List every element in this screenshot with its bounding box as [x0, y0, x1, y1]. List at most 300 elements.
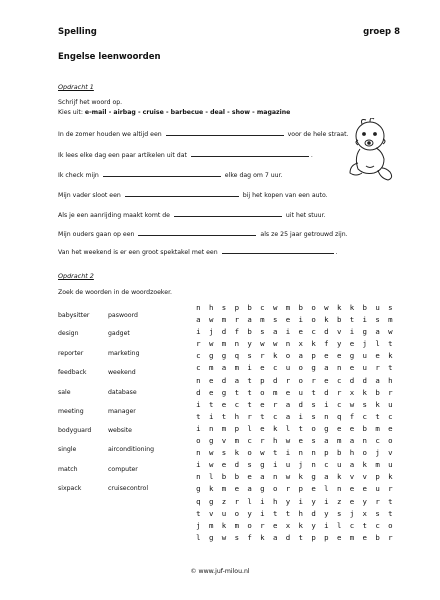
- grid-letter[interactable]: e: [260, 423, 265, 433]
- grid-letter[interactable]: k: [260, 532, 265, 542]
- grid-letter[interactable]: y: [311, 496, 316, 506]
- grid-letter[interactable]: x: [362, 508, 367, 518]
- grid-letter[interactable]: v: [362, 472, 367, 482]
- grid-letter[interactable]: r: [285, 484, 291, 494]
- grid-letter[interactable]: m: [272, 387, 278, 397]
- grid-letter[interactable]: d: [324, 327, 329, 337]
- grid-letter[interactable]: t: [247, 375, 252, 385]
- grid-letter[interactable]: k: [375, 399, 380, 409]
- grid-letter[interactable]: a: [298, 351, 303, 361]
- grid-letter[interactable]: c: [311, 327, 316, 337]
- grid-letter[interactable]: y: [311, 520, 316, 530]
- grid-letter[interactable]: e: [272, 520, 278, 530]
- grid-letter[interactable]: b: [247, 303, 252, 312]
- grid-letter[interactable]: t: [388, 496, 393, 506]
- grid-letter[interactable]: i: [324, 520, 329, 530]
- grid-letter[interactable]: a: [272, 327, 278, 337]
- grid-letter[interactable]: n: [311, 460, 316, 470]
- grid-letter[interactable]: w: [208, 315, 214, 325]
- grid-letter[interactable]: n: [285, 339, 291, 349]
- grid-letter[interactable]: a: [247, 484, 252, 494]
- grid-letter[interactable]: e: [324, 351, 329, 361]
- grid-letter[interactable]: a: [349, 436, 355, 446]
- grid-letter[interactable]: y: [285, 496, 291, 506]
- grid-letter[interactable]: p: [311, 351, 316, 361]
- grid-letter[interactable]: a: [324, 472, 329, 482]
- grid-letter[interactable]: g: [221, 387, 227, 397]
- grid-letter[interactable]: q: [336, 411, 342, 421]
- grid-letter[interactable]: m: [349, 532, 355, 542]
- grid-letter[interactable]: c: [196, 363, 201, 373]
- grid-letter[interactable]: y: [324, 508, 329, 518]
- grid-letter[interactable]: o: [234, 508, 240, 518]
- grid-letter[interactable]: e: [298, 327, 303, 337]
- grid-letter[interactable]: m: [336, 436, 342, 446]
- grid-letter[interactable]: e: [221, 460, 227, 470]
- grid-letter[interactable]: k: [298, 472, 303, 482]
- grid-letter[interactable]: e: [349, 339, 355, 349]
- grid-letter[interactable]: l: [285, 423, 291, 433]
- grid-letter[interactable]: s: [388, 303, 393, 312]
- grid-letter[interactable]: o: [298, 363, 303, 373]
- grid-letter[interactable]: e: [298, 436, 303, 446]
- grid-letter[interactable]: o: [272, 484, 278, 494]
- grid-letter[interactable]: t: [388, 508, 393, 518]
- grid-letter[interactable]: m: [375, 423, 380, 433]
- grid-letter[interactable]: t: [285, 508, 291, 518]
- grid-letter[interactable]: i: [247, 363, 252, 373]
- grid-letter[interactable]: s: [311, 436, 316, 446]
- grid-letter[interactable]: x: [285, 520, 291, 530]
- grid-letter[interactable]: w: [285, 472, 291, 482]
- grid-letter[interactable]: i: [196, 327, 201, 337]
- grid-letter[interactable]: n: [324, 411, 329, 421]
- grid-letter[interactable]: d: [324, 387, 329, 397]
- grid-letter[interactable]: e: [285, 387, 291, 397]
- grid-letter[interactable]: m: [375, 460, 380, 470]
- grid-letter[interactable]: y: [247, 339, 252, 349]
- grid-letter[interactable]: t: [362, 520, 367, 530]
- answer-blank[interactable]: [174, 210, 282, 217]
- grid-letter[interactable]: a: [375, 375, 380, 385]
- grid-letter[interactable]: g: [260, 460, 265, 470]
- grid-letter[interactable]: t: [272, 448, 278, 458]
- grid-letter[interactable]: k: [272, 351, 278, 361]
- grid-letter[interactable]: k: [349, 303, 355, 312]
- grid-letter[interactable]: p: [234, 303, 240, 312]
- grid-letter[interactable]: x: [298, 339, 303, 349]
- grid-letter[interactable]: t: [247, 387, 252, 397]
- grid-letter[interactable]: d: [349, 375, 355, 385]
- grid-letter[interactable]: e: [362, 532, 367, 542]
- grid-letter[interactable]: o: [285, 351, 291, 361]
- grid-letter[interactable]: u: [336, 460, 342, 470]
- grid-letter[interactable]: r: [311, 375, 316, 385]
- grid-letter[interactable]: w: [208, 339, 214, 349]
- grid-letter[interactable]: e: [221, 399, 227, 409]
- grid-letter[interactable]: h: [349, 448, 355, 458]
- grid-letter[interactable]: g: [311, 472, 316, 482]
- grid-letter[interactable]: n: [362, 436, 367, 446]
- grid-letter[interactable]: s: [260, 327, 265, 337]
- grid-letter[interactable]: b: [336, 315, 342, 325]
- grid-letter[interactable]: w: [260, 339, 265, 349]
- grid-letter[interactable]: j: [375, 448, 380, 458]
- grid-letter[interactable]: t: [234, 387, 240, 397]
- grid-letter[interactable]: c: [336, 399, 342, 409]
- grid-letter[interactable]: s: [311, 411, 316, 421]
- grid-letter[interactable]: h: [272, 436, 278, 446]
- grid-letter[interactable]: i: [324, 399, 329, 409]
- grid-letter[interactable]: w: [285, 436, 291, 446]
- grid-letter[interactable]: k: [388, 472, 393, 482]
- grid-letter[interactable]: n: [196, 472, 201, 482]
- grid-letter[interactable]: c: [196, 351, 201, 361]
- grid-letter[interactable]: g: [196, 484, 201, 494]
- grid-letter[interactable]: g: [221, 351, 227, 361]
- grid-letter[interactable]: e: [260, 363, 265, 373]
- grid-letter[interactable]: b: [375, 532, 380, 542]
- grid-letter[interactable]: m: [208, 363, 214, 373]
- grid-letter[interactable]: e: [324, 375, 329, 385]
- grid-letter[interactable]: i: [298, 496, 303, 506]
- grid-letter[interactable]: r: [285, 375, 291, 385]
- grid-letter[interactable]: o: [260, 387, 265, 397]
- grid-letter[interactable]: t: [208, 399, 214, 409]
- grid-letter[interactable]: s: [221, 448, 227, 458]
- grid-letter[interactable]: c: [272, 363, 278, 373]
- grid-letter[interactable]: o: [311, 315, 316, 325]
- grid-letter[interactable]: a: [285, 411, 291, 421]
- grid-letter[interactable]: d: [311, 508, 316, 518]
- grid-letter[interactable]: f: [349, 411, 355, 421]
- grid-letter[interactable]: h: [208, 303, 214, 312]
- grid-letter[interactable]: r: [234, 496, 240, 506]
- grid-letter[interactable]: n: [336, 484, 342, 494]
- answer-blank[interactable]: [125, 190, 239, 197]
- grid-letter[interactable]: c: [272, 411, 278, 421]
- grid-letter[interactable]: w: [260, 448, 265, 458]
- grid-letter[interactable]: r: [260, 436, 265, 446]
- grid-letter[interactable]: p: [324, 448, 329, 458]
- grid-letter[interactable]: a: [260, 472, 265, 482]
- grid-letter[interactable]: v: [349, 472, 355, 482]
- grid-letter[interactable]: g: [324, 423, 329, 433]
- grid-letter[interactable]: o: [196, 436, 201, 446]
- grid-letter[interactable]: p: [311, 532, 316, 542]
- grid-letter[interactable]: h: [234, 411, 240, 421]
- grid-letter[interactable]: o: [388, 436, 393, 446]
- grid-letter[interactable]: c: [260, 303, 265, 312]
- grid-letter[interactable]: a: [196, 315, 201, 325]
- grid-letter[interactable]: z: [336, 496, 342, 506]
- grid-letter[interactable]: e: [349, 496, 355, 506]
- grid-letter[interactable]: o: [298, 375, 303, 385]
- answer-blank[interactable]: [191, 150, 309, 157]
- grid-letter[interactable]: g: [208, 436, 214, 446]
- grid-letter[interactable]: v: [221, 436, 227, 446]
- grid-letter[interactable]: k: [336, 472, 342, 482]
- grid-letter[interactable]: w: [272, 303, 278, 312]
- grid-letter[interactable]: n: [311, 448, 316, 458]
- grid-letter[interactable]: j: [208, 327, 214, 337]
- grid-letter[interactable]: e: [388, 423, 393, 433]
- grid-letter[interactable]: a: [349, 460, 355, 470]
- grid-letter[interactable]: d: [298, 399, 303, 409]
- grid-letter[interactable]: k: [208, 484, 214, 494]
- grid-letter[interactable]: b: [336, 448, 342, 458]
- grid-letter[interactable]: d: [285, 532, 291, 542]
- grid-letter[interactable]: s: [336, 508, 342, 518]
- grid-letter[interactable]: v: [388, 448, 393, 458]
- grid-letter[interactable]: k: [272, 423, 278, 433]
- grid-letter[interactable]: d: [272, 375, 278, 385]
- grid-letter[interactable]: q: [196, 496, 201, 506]
- grid-letter[interactable]: n: [196, 303, 201, 312]
- grid-letter[interactable]: y: [247, 508, 252, 518]
- grid-letter[interactable]: h: [272, 496, 278, 506]
- grid-letter[interactable]: u: [388, 399, 393, 409]
- grid-letter[interactable]: i: [260, 496, 265, 506]
- grid-letter[interactable]: e: [349, 363, 355, 373]
- grid-letter[interactable]: g: [260, 484, 265, 494]
- grid-letter[interactable]: n: [234, 339, 240, 349]
- grid-letter[interactable]: b: [375, 387, 380, 397]
- grid-letter[interactable]: l: [208, 472, 214, 482]
- grid-letter[interactable]: c: [336, 375, 342, 385]
- grid-letter[interactable]: r: [375, 363, 380, 373]
- grid-letter[interactable]: t: [375, 411, 380, 421]
- grid-letter[interactable]: m: [234, 436, 240, 446]
- grid-letter[interactable]: c: [349, 520, 355, 530]
- grid-letter[interactable]: b: [362, 303, 367, 312]
- grid-letter[interactable]: m: [234, 520, 240, 530]
- grid-letter[interactable]: e: [375, 351, 380, 361]
- grid-letter[interactable]: k: [324, 315, 329, 325]
- grid-letter[interactable]: r: [336, 387, 342, 397]
- grid-letter[interactable]: t: [221, 411, 227, 421]
- grid-letter[interactable]: o: [247, 448, 252, 458]
- grid-letter[interactable]: u: [285, 363, 291, 373]
- grid-letter[interactable]: v: [336, 327, 342, 337]
- grid-letter[interactable]: a: [375, 327, 380, 337]
- grid-letter[interactable]: e: [311, 484, 316, 494]
- grid-letter[interactable]: s: [221, 303, 227, 312]
- grid-letter[interactable]: b: [362, 423, 367, 433]
- grid-letter[interactable]: c: [375, 436, 380, 446]
- grid-letter[interactable]: l: [247, 496, 252, 506]
- grid-letter[interactable]: i: [208, 411, 214, 421]
- grid-letter[interactable]: k: [336, 303, 342, 312]
- grid-letter[interactable]: s: [375, 508, 380, 518]
- grid-letter[interactable]: o: [247, 520, 252, 530]
- grid-letter[interactable]: j: [196, 520, 201, 530]
- grid-letter[interactable]: k: [388, 351, 393, 361]
- grid-letter[interactable]: p: [234, 423, 240, 433]
- grid-letter[interactable]: d: [234, 460, 240, 470]
- grid-letter[interactable]: f: [234, 327, 240, 337]
- grid-letter[interactable]: u: [298, 387, 303, 397]
- grid-letter[interactable]: b: [221, 472, 227, 482]
- grid-letter[interactable]: c: [234, 399, 240, 409]
- grid-letter[interactable]: t: [272, 508, 278, 518]
- grid-letter[interactable]: t: [196, 411, 201, 421]
- grid-letter[interactable]: d: [196, 387, 201, 397]
- grid-letter[interactable]: p: [298, 484, 303, 494]
- grid-letter[interactable]: w: [324, 303, 329, 312]
- grid-letter[interactable]: m: [388, 315, 393, 325]
- grid-letter[interactable]: p: [375, 472, 380, 482]
- grid-letter[interactable]: j: [362, 339, 367, 349]
- grid-letter[interactable]: f: [324, 339, 329, 349]
- grid-letter[interactable]: y: [336, 339, 342, 349]
- grid-letter[interactable]: k: [311, 339, 316, 349]
- grid-letter[interactable]: e: [260, 399, 265, 409]
- grid-letter[interactable]: n: [272, 472, 278, 482]
- grid-letter[interactable]: w: [208, 460, 214, 470]
- grid-letter[interactable]: n: [196, 375, 201, 385]
- grid-letter[interactable]: i: [285, 327, 291, 337]
- grid-letter[interactable]: e: [208, 387, 214, 397]
- grid-letter[interactable]: r: [196, 339, 201, 349]
- grid-letter[interactable]: t: [247, 399, 252, 409]
- grid-letter[interactable]: w: [272, 339, 278, 349]
- grid-letter[interactable]: l: [336, 520, 342, 530]
- grid-letter[interactable]: p: [324, 532, 329, 542]
- grid-letter[interactable]: s: [272, 315, 278, 325]
- grid-letter[interactable]: m: [221, 484, 227, 494]
- grid-letter[interactable]: g: [208, 496, 214, 506]
- grid-letter[interactable]: r: [260, 520, 265, 530]
- grid-letter[interactable]: i: [196, 423, 201, 433]
- grid-letter[interactable]: n: [298, 448, 303, 458]
- grid-letter[interactable]: z: [221, 496, 227, 506]
- grid-letter[interactable]: e: [362, 484, 367, 494]
- grid-letter[interactable]: c: [375, 520, 380, 530]
- grid-letter[interactable]: s: [375, 315, 380, 325]
- grid-letter[interactable]: u: [375, 303, 380, 312]
- grid-letter[interactable]: o: [311, 303, 316, 312]
- grid-letter[interactable]: m: [260, 315, 265, 325]
- grid-letter[interactable]: k: [234, 448, 240, 458]
- grid-letter[interactable]: e: [336, 423, 342, 433]
- grid-letter[interactable]: g: [208, 351, 214, 361]
- grid-letter[interactable]: e: [336, 351, 342, 361]
- grid-letter[interactable]: d: [362, 375, 367, 385]
- grid-letter[interactable]: y: [362, 496, 367, 506]
- grid-letter[interactable]: a: [324, 436, 329, 446]
- grid-letter[interactable]: r: [388, 532, 393, 542]
- grid-letter[interactable]: w: [349, 399, 355, 409]
- grid-letter[interactable]: q: [234, 351, 240, 361]
- grid-letter[interactable]: k: [221, 520, 227, 530]
- grid-letter[interactable]: n: [196, 448, 201, 458]
- grid-letter[interactable]: m: [221, 423, 227, 433]
- grid-letter[interactable]: e: [208, 375, 214, 385]
- grid-letter[interactable]: p: [260, 375, 265, 385]
- grid-letter[interactable]: i: [349, 327, 355, 337]
- grid-letter[interactable]: i: [324, 496, 329, 506]
- grid-letter[interactable]: m: [221, 315, 227, 325]
- grid-letter[interactable]: l: [247, 423, 252, 433]
- grid-letter[interactable]: k: [298, 520, 303, 530]
- grid-letter[interactable]: w: [208, 448, 214, 458]
- grid-letter[interactable]: r: [375, 496, 380, 506]
- grid-letter[interactable]: t: [388, 339, 393, 349]
- grid-letter[interactable]: t: [311, 387, 316, 397]
- grid-letter[interactable]: r: [272, 399, 278, 409]
- grid-letter[interactable]: b: [234, 472, 240, 482]
- grid-letter[interactable]: c: [388, 411, 393, 421]
- answer-blank[interactable]: [222, 247, 334, 254]
- grid-letter[interactable]: r: [260, 351, 265, 361]
- grid-letter[interactable]: a: [324, 363, 329, 373]
- grid-letter[interactable]: t: [196, 508, 201, 518]
- grid-letter[interactable]: w: [221, 532, 227, 542]
- grid-letter[interactable]: j: [349, 508, 355, 518]
- grid-letter[interactable]: s: [247, 460, 252, 470]
- grid-letter[interactable]: s: [234, 532, 240, 542]
- grid-letter[interactable]: g: [349, 351, 355, 361]
- grid-letter[interactable]: u: [362, 351, 367, 361]
- grid-letter[interactable]: c: [362, 411, 367, 421]
- answer-blank[interactable]: [103, 170, 221, 177]
- grid-letter[interactable]: w: [388, 327, 393, 337]
- grid-letter[interactable]: e: [285, 315, 291, 325]
- answer-blank[interactable]: [138, 229, 256, 236]
- grid-letter[interactable]: a: [221, 363, 227, 373]
- grid-letter[interactable]: i: [272, 460, 278, 470]
- grid-letter[interactable]: a: [272, 532, 278, 542]
- grid-letter[interactable]: v: [208, 508, 214, 518]
- grid-letter[interactable]: e: [234, 484, 240, 494]
- grid-letter[interactable]: r: [247, 411, 252, 421]
- grid-letter[interactable]: s: [311, 399, 316, 409]
- grid-letter[interactable]: h: [298, 508, 303, 518]
- grid-letter[interactable]: c: [247, 436, 252, 446]
- grid-letter[interactable]: m: [285, 303, 291, 312]
- grid-letter[interactable]: n: [208, 423, 214, 433]
- grid-letter[interactable]: f: [247, 532, 252, 542]
- grid-letter[interactable]: d: [221, 375, 227, 385]
- grid-letter[interactable]: g: [208, 532, 214, 542]
- grid-letter[interactable]: i: [298, 315, 303, 325]
- grid-letter[interactable]: a: [285, 399, 291, 409]
- grid-letter[interactable]: r: [388, 484, 393, 494]
- grid-letter[interactable]: g: [311, 363, 316, 373]
- grid-letter[interactable]: o: [362, 448, 367, 458]
- grid-letter[interactable]: b: [298, 303, 303, 312]
- grid-letter[interactable]: b: [247, 327, 252, 337]
- grid-letter[interactable]: m: [234, 363, 240, 373]
- grid-letter[interactable]: c: [324, 460, 329, 470]
- grid-letter[interactable]: u: [221, 508, 227, 518]
- grid-letter[interactable]: u: [362, 363, 367, 373]
- grid-letter[interactable]: e: [336, 532, 342, 542]
- grid-letter[interactable]: i: [285, 448, 291, 458]
- grid-letter[interactable]: s: [362, 399, 367, 409]
- grid-letter[interactable]: i: [260, 508, 265, 518]
- grid-letter[interactable]: i: [196, 399, 201, 409]
- grid-letter[interactable]: a: [247, 315, 252, 325]
- grid-letter[interactable]: g: [362, 327, 367, 337]
- grid-letter[interactable]: t: [388, 363, 393, 373]
- grid-letter[interactable]: m: [208, 520, 214, 530]
- grid-letter[interactable]: n: [336, 363, 342, 373]
- grid-letter[interactable]: h: [388, 375, 393, 385]
- grid-letter[interactable]: u: [375, 484, 380, 494]
- grid-letter[interactable]: t: [260, 411, 265, 421]
